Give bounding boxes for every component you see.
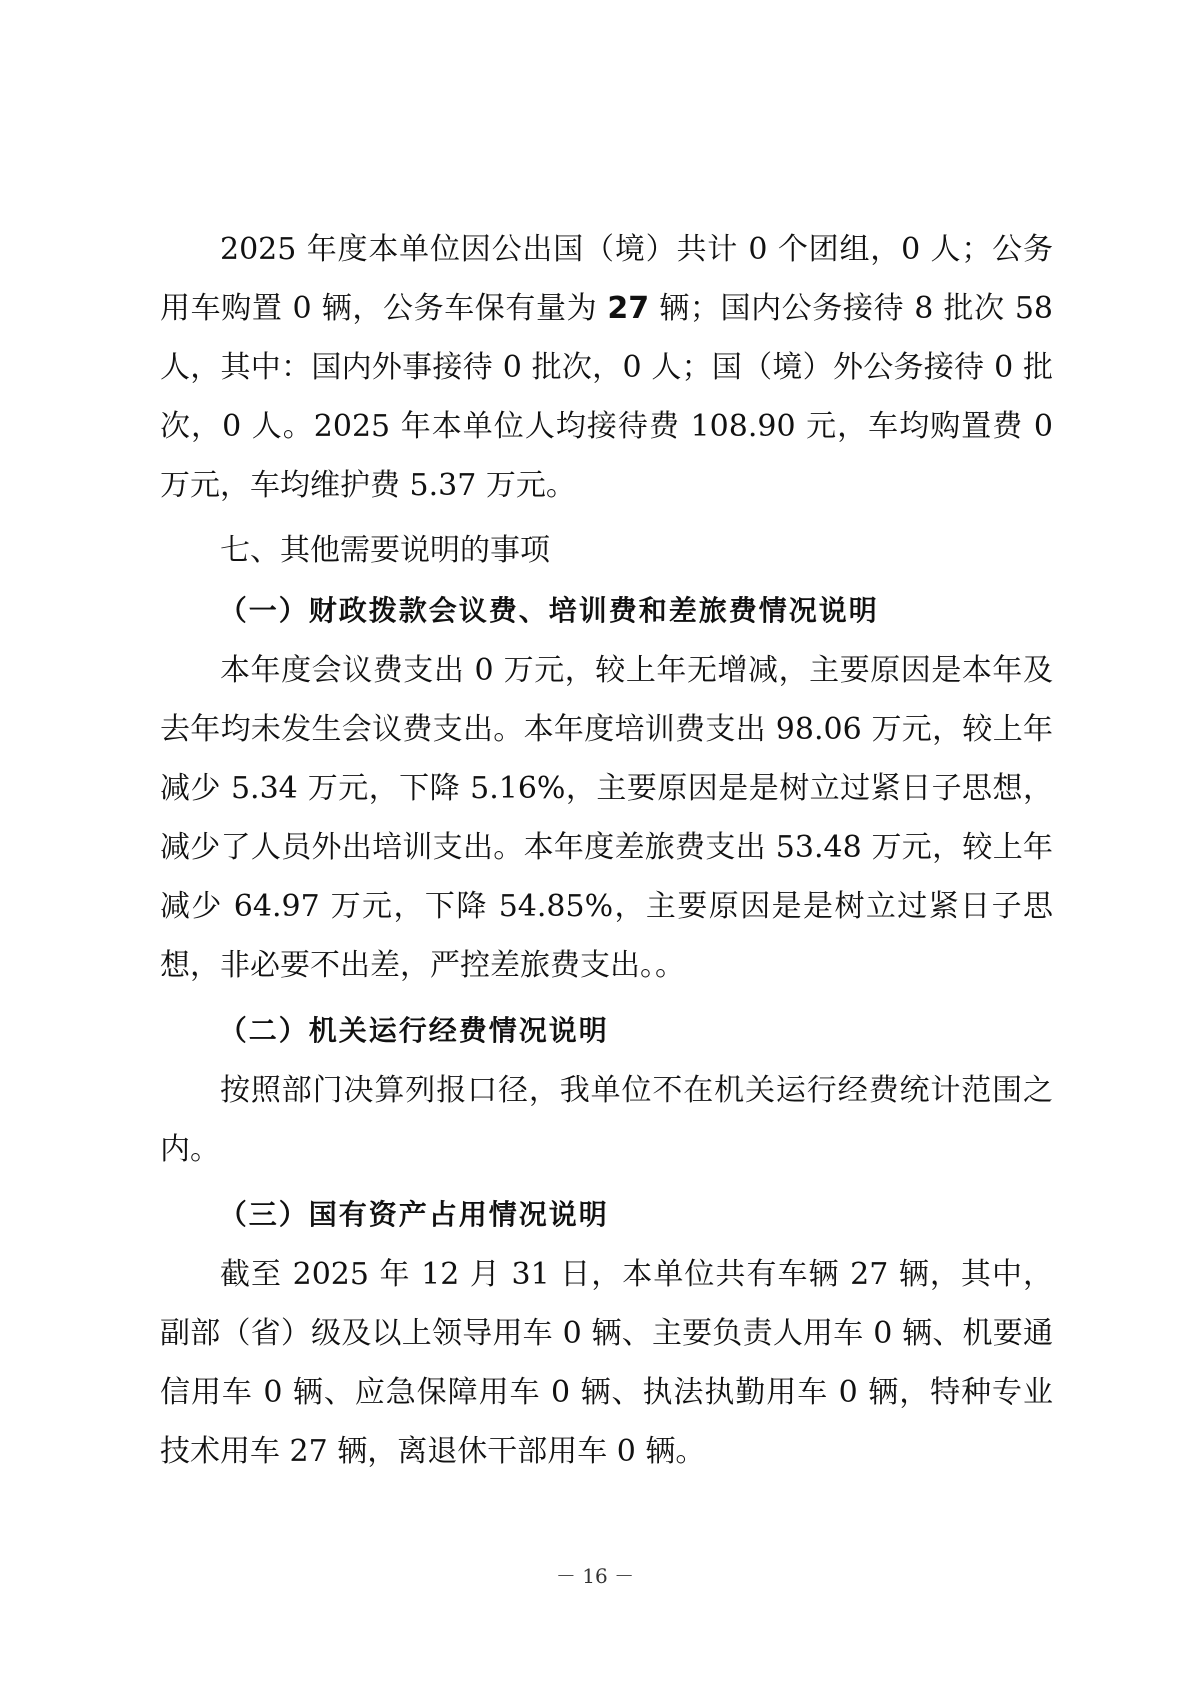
subheading-meeting-training-travel: （一）财政拨款会议费、培训费和差旅费情况说明 bbox=[218, 594, 879, 627]
paragraph-overseas-vehicles-reception bbox=[160, 220, 1053, 515]
paragraph-operating-expenses: 按照部门决算列报口径，我单位不在机关运行经费统计范围之内。 bbox=[160, 1073, 1053, 1167]
subheading-operating-expenses: （二）机关运行经费情况说明 bbox=[218, 1014, 609, 1047]
page-number: － 16 － bbox=[555, 1564, 635, 1588]
paragraph-meeting-training-travel: 本年度会议费支出 0 万元，较上年无增减，主要原因是本年及去年均未发生会议费支出。本年度培训费支出 98.06 万元，较上年减少 5.34 万元，下降 5.16%，主要原因是是树立过紧日子思想，减少了人员外出培训支出。本年度差旅费支出 53.48 万元，较上年减少 64.97 万元，下降 54.85%，主要原因是是树立过紧日子思想，非必要不出差，严控差旅费支出。。 bbox=[160, 653, 1053, 983]
document-body bbox=[160, 220, 1053, 1487]
section-heading-7: 七、其他需要说明的事项 bbox=[220, 533, 550, 568]
paragraph-text: 辆；国内公务接待 8 批次 58 人，其中：国内外事接待 0 批次，0 人；国（境）外公务接待 0 批次，0 人。2025 年本单位人均接待费 108.90 元，车均购置费 0 万元，车均维护费 5.37 万元。 bbox=[160, 291, 1053, 503]
subheading-state-assets: （三）国有资产占用情况说明 bbox=[218, 1198, 609, 1231]
vehicle-count-bold: 27 bbox=[607, 291, 650, 326]
paragraph-text: 2025 年度本单位因公出国（境）共计 0 个团组，0 人；公务用车购置 0 辆，公务车保有量为 bbox=[160, 232, 1053, 326]
paragraph-state-assets: 截至 2025 年 12 月 31 日，本单位共有车辆 27 辆，其中，副部（省）级及以上领导用车 0 辆、主要负责人用车 0 辆、机要通信用车 0 辆、应急保障用车 0 辆、执法执勤用车 0 辆，特种专业技术用车 27 辆，离退休干部用车 0 辆。 bbox=[160, 1257, 1053, 1469]
